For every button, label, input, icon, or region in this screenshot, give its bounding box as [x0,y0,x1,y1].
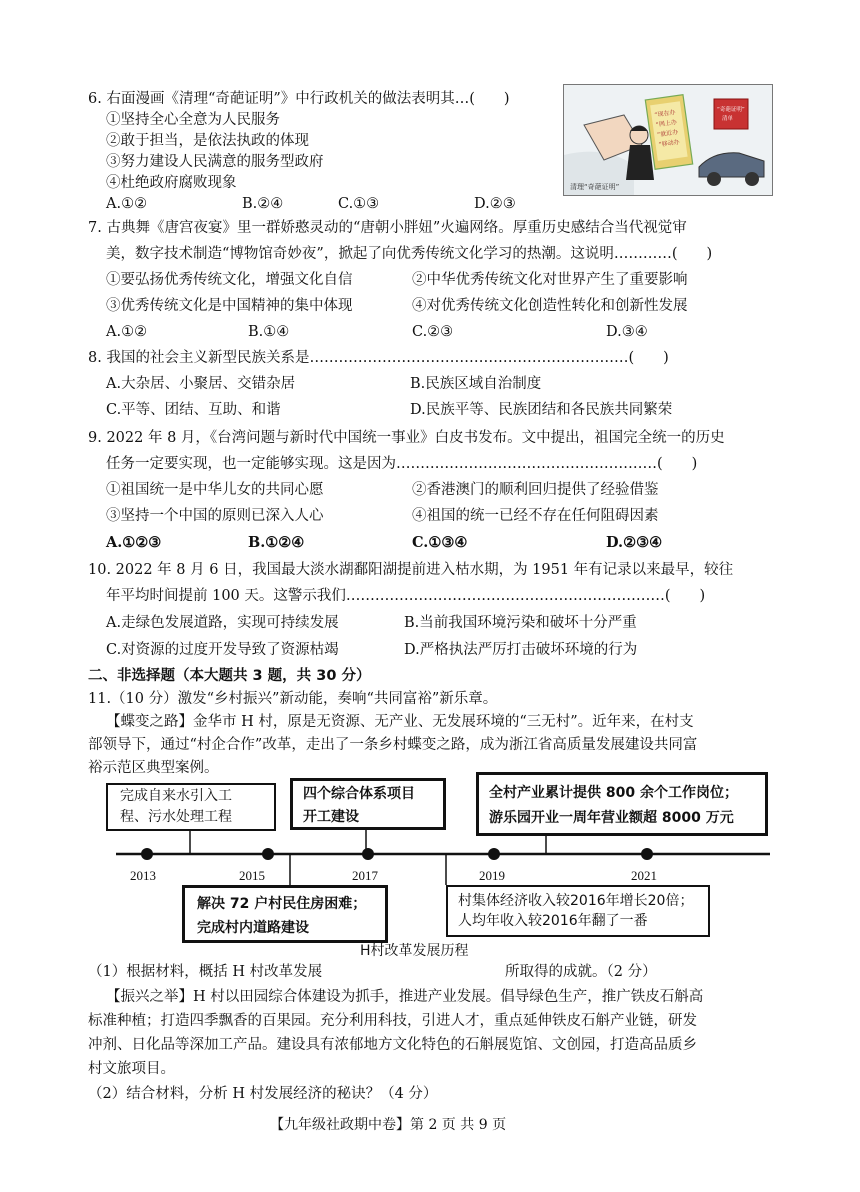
q9-stem-line1: 9. 2022 年 8 月，《台湾问题与新时代中国统一事业》白皮书发布。文中提出，祖国完全统一的历史 [88,430,725,446]
q7-option-a: A.①② [106,324,148,340]
timeline-year-2017: 2017 [352,868,378,883]
q8-option-b: B.民族区域自治制度 [410,376,542,392]
timeline-box-2021-line2: 游乐园开业一周年营业额超 8000 万元 [489,810,734,826]
q7-option-d: D.③④ [606,324,648,340]
q6-item-2: ②敢于担当，是依法执政的体现 [106,133,309,149]
q11-sub1-part-a: （1）根据材料，概括 H 村改革发展 [88,964,323,980]
q7-option-c: C.②③ [412,324,454,340]
q6-option-c: C.①③ [338,196,380,212]
q11-p2-line3: 冲剂、日化品等深加工产品。建设具有浓郁地方文化特色的石斛展览馆、文创园，打造高品质乡 [88,1037,697,1053]
timeline-box-2019 [446,885,710,937]
timeline-box-2017-line1: 四个综合体系项目 [303,786,415,802]
q10-option-a: A.走绿色发展道路，实现可持续发展 [106,615,339,631]
q7-option-b: B.①④ [248,324,290,340]
timeline-box-2013-line1: 完成自来水引入工 [120,788,232,804]
q10-option-d: D.严格执法严厉打击破坏环境的行为 [404,642,638,658]
timeline-box-2019-line1: 村集体经济收入较2016年增长20倍； [458,893,694,909]
timeline-box-2015-line2: 完成村内道路建设 [197,920,309,936]
q8-option-a: A.大杂居、小聚居、交错杂居 [106,376,296,392]
q9-stem-line2: 任务一定要实现，也一定能够实现。这是因为………………………………………………( ) [106,456,698,472]
q11-sub2: （2）结合材料，分析 H 村发展经济的秘诀？（4 分） [88,1086,438,1102]
q9-option-b: B.①②④ [248,534,305,551]
timeline-box-2021 [476,772,768,836]
q10-stem-line1: 10. 2022 年 8 月 6 日，我国最大淡水湖鄱阳湖提前进入枯水期，为 1951 年有记录以来最早，较往 [88,562,734,578]
q6-item-4: ④杜绝政府腐败现象 [106,175,237,191]
q8-option-d: D.民族平等、民族团结和各民族共同繁荣 [410,402,673,418]
timeline-box-2015-line1: 解决 72 户村民住房困难； [197,896,367,912]
q11-p2-line4: 村文旅项目。 [88,1061,175,1077]
timeline-box-2017 [290,778,446,830]
svg-text:“现在办: “现在办 [654,108,676,119]
svg-text:“奇葩证明”: “奇葩证明” [717,107,745,113]
timeline-box-2019-line2: 人均年收入较2016年翻了一番 [458,913,648,929]
svg-text:“移动办: “移动办 [658,138,681,149]
svg-text:“网上办: “网上办 [655,118,678,129]
timeline-box-2013-line2: 程、污水处理工程 [120,809,232,825]
q11-sub1-part-b: 所取得的成就。（2 分） [505,964,657,980]
q7-item-2: ②中华优秀传统文化对世界产生了重要影响 [412,272,688,288]
q7-item-3: ③优秀传统文化是中国精神的集中体现 [106,298,353,314]
q7-item-1: ①要弘扬优秀传统文化，增强文化自信 [106,272,353,288]
q6-stem: 6. 右面漫画《清理“奇葩证明”》中行政机关的做法表明其…( ) [88,91,510,107]
timeline-year-2019: 2019 [479,868,505,883]
q6-option-a: A.①② [106,196,148,212]
page-footer: 【九年级社政期中卷】第 2 页 共 9 页 [270,1117,507,1133]
timeline-caption: H村改革发展历程 [360,943,469,959]
q11-p1-line3: 裕示范区典型案例。 [88,760,219,776]
q7-item-4: ④对优秀传统文化创造性转化和创新性发展 [412,298,688,314]
q6-item-1: ①坚持全心全意为人民服务 [106,112,280,128]
q9-item-3: ③坚持一个中国的原则已深入人心 [106,508,324,524]
q9-option-d: D.②③④ [606,534,663,551]
q6-option-b: B.②④ [242,196,284,212]
q9-item-4: ④祖国的统一已经不存在任何阻碍因素 [412,508,659,524]
timeline-box-2015 [182,885,388,943]
timeline-box-2017-line2: 开工建设 [303,809,359,825]
q7-stem-line1: 7. 古典舞《唐宫夜宴》里一群娇憨灵动的“唐朝小胖妞”火遍网络。厚重历史感结合当代视觉审 [88,220,687,236]
q8-option-c: C.平等、团结、互助、和谐 [106,402,281,418]
svg-text:“就近办: “就近办 [656,128,679,139]
timeline-year-2015: 2015 [239,868,265,883]
q7-stem-line2: 美，数字技术制造“博物馆奇妙夜”，掀起了向优秀传统文化学习的热潮。这说明…………( ) [106,246,713,262]
q8-stem: 8. 我国的社会主义新型民族关系是…………………………………………………………( ) [88,350,669,366]
q10-option-c: C.对资源的过度开发导致了资源枯竭 [106,642,339,658]
section-2-heading: 二、非选择题（本大题共 3 题，共 30 分） [88,668,371,684]
q11-p2-line1: 【振兴之举】H 村以田园综合体建设为抓手，推进产业发展。倡导绿色生产，推广铁皮石斛高 [106,989,704,1005]
q9-item-2: ②香港澳门的顺利回归提供了经验借鉴 [412,482,659,498]
q11-intro: 11.（10 分）激发“乡村振兴”新动能，奏响“共同富裕”新乐章。 [88,691,498,707]
q10-stem-line2: 年平均时间提前 100 天。这警示我们…………………………………………………………( ) [106,588,706,604]
q9-option-c: C.①③④ [412,534,468,551]
q9-item-1: ①祖国统一是中华儿女的共同心愿 [106,482,324,498]
q9-option-a: A.①②③ [106,534,162,551]
q11-p2-line2: 标准种植；打造四季飘香的百果园。充分利用科技，引进人才，重点延伸铁皮石斛产业链，研发 [88,1013,697,1029]
svg-text:清理“奇葩证明”: 清理“奇葩证明” [570,183,620,191]
timeline-year-2021: 2021 [631,868,657,883]
timeline-box-2013 [106,783,276,831]
timeline-box-2021-line1: 全村产业累计提供 800 余个工作岗位； [489,785,738,801]
q10-option-b: B.当前我国环境污染和破坏十分严重 [404,615,637,631]
q11-p1-line1: 【蝶变之路】金华市 H 村，原是无资源、无产业、无发展环境的“三无村”。近年来，在村支 [106,714,694,730]
q11-p1-line2: 部领导下，通过“村企合作”改革，走出了一条乡村蝶变之路，成为浙江省高质量发展建设共同富 [88,737,698,753]
q6-option-d: D.②③ [474,196,516,212]
svg-text:清单: 清单 [722,116,734,122]
q6-item-3: ③努力建设人民满意的服务型政府 [106,154,324,170]
timeline-year-2013: 2013 [130,868,156,883]
